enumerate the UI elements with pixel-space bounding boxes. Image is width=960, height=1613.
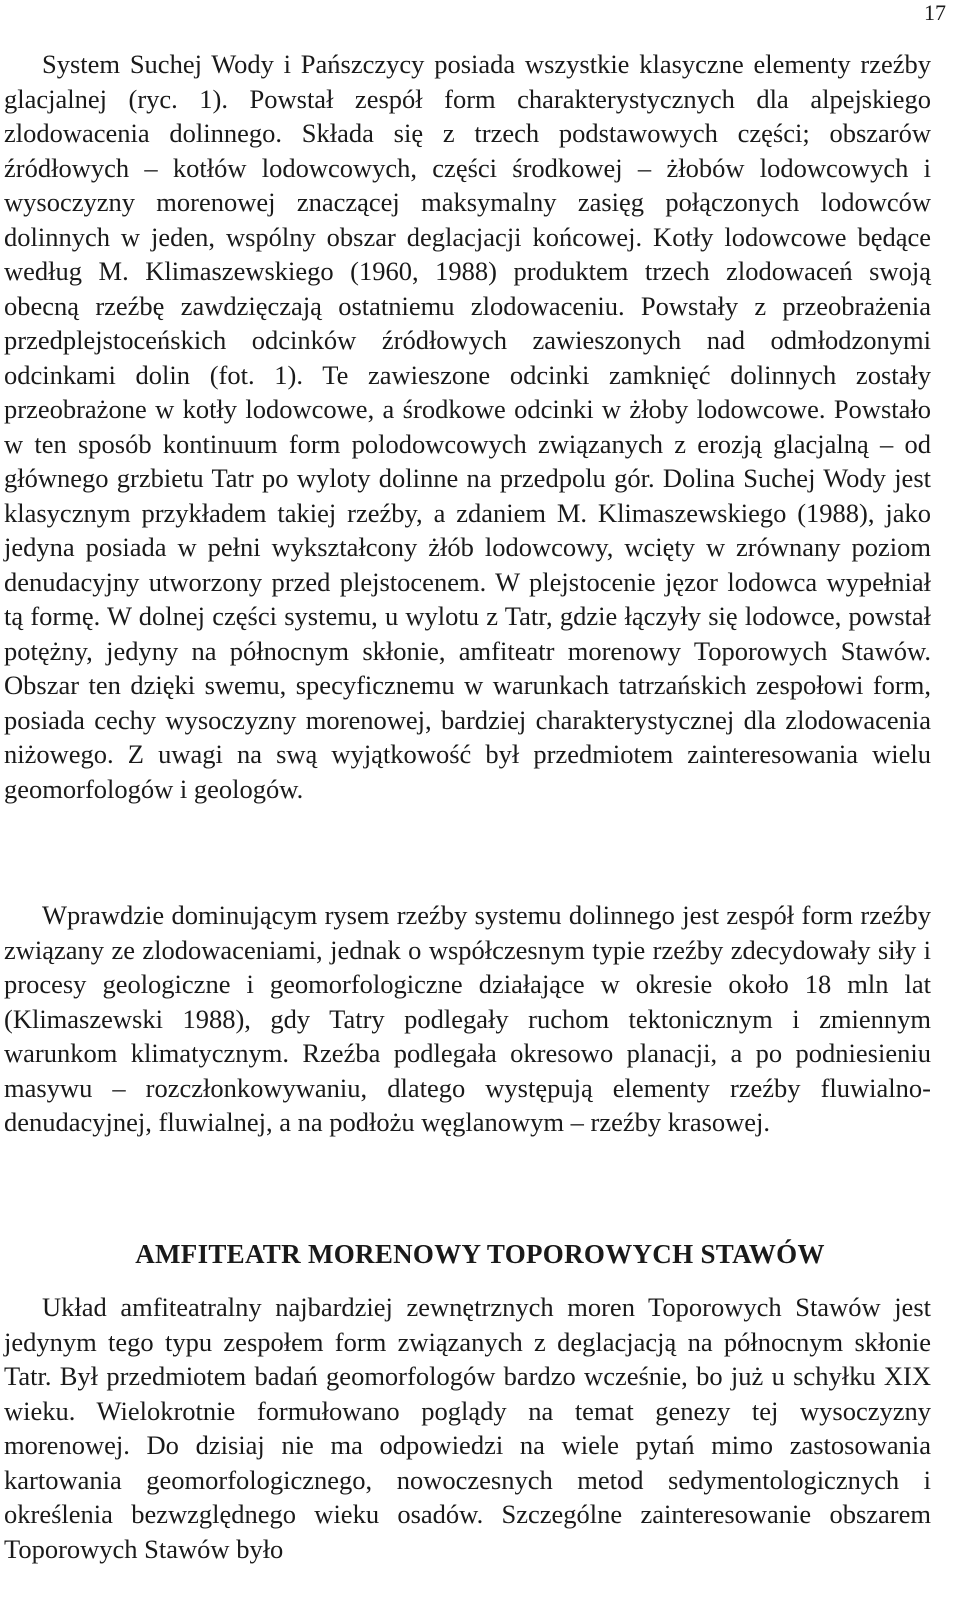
paragraph: Wprawdzie dominującym rysem rzeźby systemu dolinnego jest zespół form rzeźby związany ze zlodowaceniami, jednak o współczesnym typie rzeźby zdecydowały siły i procesy geologiczne i geomorfologiczne działające w okresie około 18 mln lat (Klimaszewski 1988), gdy Tatry podlegały ruchom tektonicznym i zmiennym warunkom klimatycznym. Rzeźba podlegała okresowo planacji, a po podniesieniu masywu – rozczłonkowywaniu, dlatego występują elementy rzeźby fluwialno-denudacyjnej, fluwialnej, a na podłożu węglanowym – rzeźby krasowej. (4, 900, 931, 1137)
section-heading: AMFITEATR MORENOWY TOPOROWYCH STAWÓW (135, 1239, 825, 1269)
paragraph: Układ amfiteatralny najbardziej zewnętrznych moren Toporowych Stawów jest jedynym tego typu zespołem form związanych z deglacjacją na północnym skłonie Tatr. Był przedmiotem badań geomorfologów bardzo wcześnie, bo już u schyłku XIX wieku. Wielokrotnie formułowano poglądy na temat genezy tej wysoczyzny morenowej. Do dzisiaj nie ma odpowiedzi na wiele pytań mimo zastosowania kartowania geomorfologicznego, nowoczesnych metod sedymentologicznych i określenia bezwzględnego wieku osadów. Szczególne zainteresowanie obszarem Toporowych Stawów było (4, 1292, 931, 1564)
paragraph: System Suchej Wody i Pańszczycy posiada wszystkie klasyczne elementy rzeźby glacjalnej (ryc. 1). Powstał zespół form charakterystycznych dla alpejskiego zlodowacenia dolinnego. Składa się z trzech podstawowych części; obszarów źródłowych – kotłów lodowcowych, części środkowej – żłobów lodowcowych i wysoczyzny morenowej znaczącej maksymalny zasięg połączonych lodowców dolinnych w jeden, wspólny obszar deglacjacji końcowej. Kotły lodowcowe będące według M. Klimaszewskiego (1960, 1988) produktem trzech zlodowaceń swoją obecną rzeźbę zawdzięczają ostatniemu zlodowaceniu. Powstały z przeobrażenia przedplejstoceńskich odcinków źródłowych zawieszonych nad odmłodzonymi odcinkami dolin (fot. 1). Te zawieszone odcinki zamknięć dolinnych zostały przeobrażone w kotły lodowcowe, a środkowe odcinki w żłoby lodowcowe. Powstało w ten sposób kontinuum form polodowcowych związanych z erozją glacjalną – od głównego grzbietu Tatr po wyloty dolinne na przedpolu gór. Dolina Suchej Wody jest klasycznym przykładem takiej rzeźby, a zdaniem M. Klimaszewskiego (1988), jako jedyna posiada w pełni wykształcony żłób lodowcowy, wcięty w zrównany poziom denudacyjny utworzony przed plejstocenem. W plejstocenie jęzor lodowca wypełniał tą formę. W dolnej części systemu, u wylotu z Tatr, gdzie łączyły się lodowce, powstał potężny, jedyny na północnym skłonie, amfiteatr morenowy Toporowych Stawów. Obszar ten dzięki swemu, specyficznemu w warunkach tatrzańskich zespołowi form, posiada cechy wysoczyzny morenowej, bardziej charakterystycznej dla zlodowacenia niżowego. Z uwagi na swą wyjątkowość był przedmiotem zainteresowania wielu geomorfologów i geologów. (4, 49, 931, 804)
page-number: 17 (924, 0, 946, 25)
